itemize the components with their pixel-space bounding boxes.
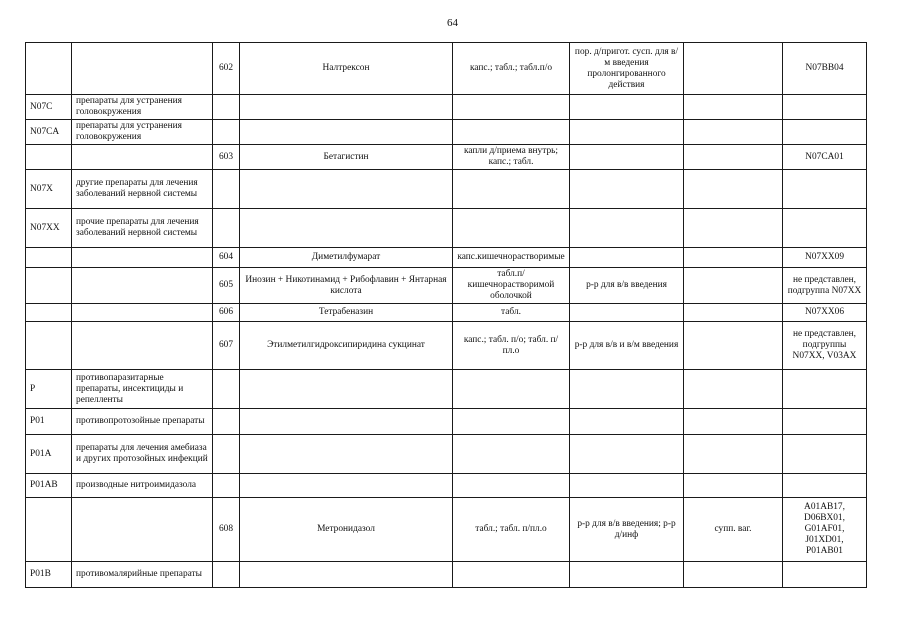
group-description-cell	[72, 248, 213, 268]
drug-name-cell	[240, 120, 453, 145]
atc-code-cell	[26, 322, 72, 370]
group-description-cell: производные нитроимидазола	[72, 474, 213, 498]
atc-reference-cell	[783, 120, 867, 145]
dosage-form-2-cell	[570, 120, 684, 145]
item-number-cell: 607	[213, 322, 240, 370]
table-row	[26, 248, 867, 268]
atc-code-cell: N07C	[26, 95, 72, 120]
group-description-cell: противомалярийные препараты	[72, 562, 213, 588]
table-body	[26, 43, 867, 588]
atc-reference-cell: N07CA01	[783, 145, 867, 170]
dosage-form-cell: табл.п/кишечнорастворимой оболочкой	[453, 268, 570, 304]
dosage-form-cell	[453, 95, 570, 120]
dosage-form-2-cell	[570, 304, 684, 322]
dosage-form-3-cell	[684, 322, 783, 370]
dosage-form-cell	[453, 120, 570, 145]
atc-code-cell	[26, 248, 72, 268]
dosage-form-cell	[453, 474, 570, 498]
item-number-cell	[213, 120, 240, 145]
dosage-form-2-cell	[570, 170, 684, 209]
group-description-cell	[72, 43, 213, 95]
dosage-form-2-cell: р-р для в/в введения	[570, 268, 684, 304]
item-number-cell: 603	[213, 145, 240, 170]
table-row	[26, 304, 867, 322]
item-number-cell	[213, 409, 240, 435]
atc-code-cell: P01B	[26, 562, 72, 588]
atc-code-cell: P01AB	[26, 474, 72, 498]
dosage-form-2-cell	[570, 209, 684, 248]
item-number-cell	[213, 435, 240, 474]
group-description-cell: препараты для устранения головокружения	[72, 95, 213, 120]
atc-code-cell: P01	[26, 409, 72, 435]
dosage-form-cell: табл.	[453, 304, 570, 322]
drug-name-cell	[240, 170, 453, 209]
atc-reference-cell	[783, 562, 867, 588]
drug-name-cell: Тетрабеназин	[240, 304, 453, 322]
atc-reference-cell	[783, 170, 867, 209]
table-row	[26, 209, 867, 248]
item-number-cell	[213, 370, 240, 409]
atc-code-cell: N07CA	[26, 120, 72, 145]
drug-name-cell	[240, 95, 453, 120]
group-description-cell	[72, 498, 213, 562]
dosage-form-cell: табл.; табл. п/пл.о	[453, 498, 570, 562]
dosage-form-cell	[453, 209, 570, 248]
atc-reference-cell: не представлен, подгруппа N07XX	[783, 268, 867, 304]
table-row	[26, 322, 867, 370]
drug-name-cell	[240, 435, 453, 474]
dosage-form-2-cell	[570, 435, 684, 474]
dosage-form-3-cell	[684, 170, 783, 209]
group-description-cell	[72, 145, 213, 170]
item-number-cell	[213, 209, 240, 248]
atc-reference-cell	[783, 409, 867, 435]
drug-name-cell	[240, 370, 453, 409]
dosage-form-2-cell: р-р для в/в введения; р-р д/инф	[570, 498, 684, 562]
dosage-form-2-cell: р-р для в/в и в/м введения	[570, 322, 684, 370]
dosage-form-2-cell	[570, 474, 684, 498]
dosage-form-2-cell	[570, 95, 684, 120]
atc-code-cell	[26, 145, 72, 170]
dosage-form-3-cell	[684, 248, 783, 268]
drug-name-cell	[240, 474, 453, 498]
item-number-cell: 605	[213, 268, 240, 304]
group-description-cell	[72, 322, 213, 370]
group-description-cell	[72, 268, 213, 304]
atc-reference-cell: N07BB04	[783, 43, 867, 95]
dosage-form-3-cell: супп. ваг.	[684, 498, 783, 562]
table-row	[26, 562, 867, 588]
atc-code-cell	[26, 268, 72, 304]
group-description-cell: препараты для устранения головокружения	[72, 120, 213, 145]
atc-reference-cell	[783, 474, 867, 498]
dosage-form-3-cell	[684, 435, 783, 474]
dosage-form-3-cell	[684, 120, 783, 145]
dosage-form-cell	[453, 170, 570, 209]
dosage-form-3-cell	[684, 268, 783, 304]
item-number-cell	[213, 95, 240, 120]
dosage-form-3-cell	[684, 145, 783, 170]
atc-reference-cell	[783, 370, 867, 409]
drug-name-cell	[240, 562, 453, 588]
table-row	[26, 95, 867, 120]
atc-code-cell: N07XX	[26, 209, 72, 248]
dosage-form-cell: капли д/приема внутрь; капс.; табл.	[453, 145, 570, 170]
dosage-form-3-cell	[684, 209, 783, 248]
table-row	[26, 435, 867, 474]
atc-reference-cell: не представлен, подгруппы N07XX, V03AX	[783, 322, 867, 370]
table-row	[26, 170, 867, 209]
dosage-form-3-cell	[684, 304, 783, 322]
dosage-form-2-cell	[570, 370, 684, 409]
dosage-form-3-cell	[684, 562, 783, 588]
item-number-cell: 608	[213, 498, 240, 562]
table-row	[26, 474, 867, 498]
drug-name-cell: Инозин + Никотинамид + Рибофлавин + Янтарная кислота	[240, 268, 453, 304]
item-number-cell	[213, 170, 240, 209]
atc-reference-cell	[783, 209, 867, 248]
group-description-cell: другие препараты для лечения заболеваний нервной системы	[72, 170, 213, 209]
dosage-form-2-cell	[570, 409, 684, 435]
table-row	[26, 409, 867, 435]
table-row	[26, 145, 867, 170]
atc-code-cell	[26, 43, 72, 95]
dosage-form-cell	[453, 435, 570, 474]
dosage-form-cell	[453, 370, 570, 409]
dosage-form-2-cell: пор. д/пригот. сусп. для в/м введения пролонгированного действия	[570, 43, 684, 95]
drug-name-cell	[240, 409, 453, 435]
dosage-form-cell: капс.; табл.; табл.п/о	[453, 43, 570, 95]
atc-code-cell: P01A	[26, 435, 72, 474]
drug-name-cell: Бетагистин	[240, 145, 453, 170]
group-description-cell: прочие препараты для лечения заболеваний нервной системы	[72, 209, 213, 248]
item-number-cell: 606	[213, 304, 240, 322]
group-description-cell	[72, 304, 213, 322]
atc-reference-cell: N07XX06	[783, 304, 867, 322]
dosage-form-2-cell	[570, 562, 684, 588]
drug-list-table	[25, 42, 867, 588]
atc-code-cell: P	[26, 370, 72, 409]
atc-reference-cell	[783, 95, 867, 120]
drug-name-cell: Налтрексон	[240, 43, 453, 95]
dosage-form-3-cell	[684, 95, 783, 120]
table-row	[26, 43, 867, 95]
drug-name-cell	[240, 209, 453, 248]
table-row	[26, 498, 867, 562]
atc-code-cell	[26, 304, 72, 322]
atc-reference-cell	[783, 435, 867, 474]
atc-reference-cell: A01AB17, D06BX01, G01AF01, J01XD01, P01AB01	[783, 498, 867, 562]
item-number-cell	[213, 474, 240, 498]
item-number-cell: 604	[213, 248, 240, 268]
dosage-form-3-cell	[684, 370, 783, 409]
group-description-cell: препараты для лечения амебиаза и других протозойных инфекций	[72, 435, 213, 474]
atc-code-cell: N07X	[26, 170, 72, 209]
table-row	[26, 268, 867, 304]
item-number-cell: 602	[213, 43, 240, 95]
dosage-form-cell: капс.кишечнорастворимые	[453, 248, 570, 268]
dosage-form-cell: капс.; табл. п/о; табл. п/пл.о	[453, 322, 570, 370]
drug-name-cell: Этилметилгидроксипиридина сукцинат	[240, 322, 453, 370]
atc-reference-cell: N07XX09	[783, 248, 867, 268]
table-row	[26, 120, 867, 145]
item-number-cell	[213, 562, 240, 588]
table-row	[26, 370, 867, 409]
drug-name-cell: Диметилфумарат	[240, 248, 453, 268]
drug-name-cell: Метронидазол	[240, 498, 453, 562]
dosage-form-cell	[453, 562, 570, 588]
group-description-cell: противопаразитарные препараты, инсектициды и репелленты	[72, 370, 213, 409]
atc-code-cell	[26, 498, 72, 562]
dosage-form-3-cell	[684, 474, 783, 498]
dosage-form-2-cell	[570, 248, 684, 268]
page-number: 64	[447, 17, 458, 29]
dosage-form-3-cell	[684, 43, 783, 95]
dosage-form-2-cell	[570, 145, 684, 170]
dosage-form-cell	[453, 409, 570, 435]
group-description-cell: противопротозойные препараты	[72, 409, 213, 435]
dosage-form-3-cell	[684, 409, 783, 435]
